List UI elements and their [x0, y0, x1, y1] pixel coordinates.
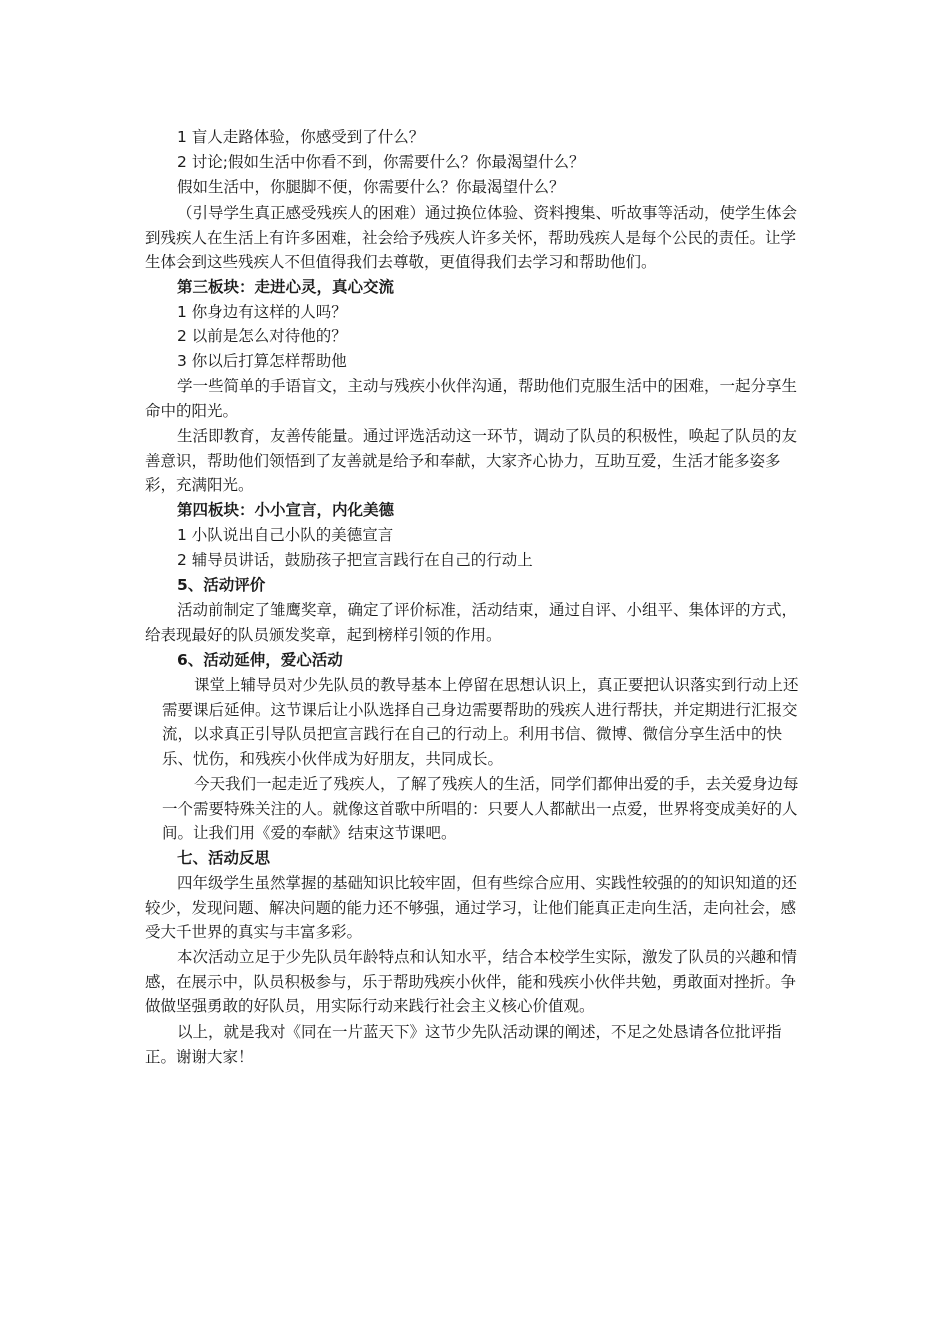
list-item-2: 2 以前是怎么对待他的？ — [177, 327, 347, 345]
paragraph-closing: 以上，就是我对《同在一片蓝天下》这节少先队活动课的阐述，不足之处恳请各位批评指正。谢谢大家！ — [145, 1023, 782, 1066]
section-heading-6: 6、活动延伸，爱心活动 — [177, 651, 343, 669]
text-line-blind-walk: 1 盲人走路体验，你感受到了什么？ — [177, 128, 425, 146]
paragraph-education: 生活即教育，友善传能量。通过评选活动这一环节，调动了队员的积极性，唤起了队员的友善意识，帮助他们领悟到了友善就是给予和奉献，大家齐心协力，互助互爱，生活才能多姿多彩，充满阳光。 — [145, 427, 798, 495]
section-heading-7: 七、活动反思 — [177, 849, 271, 867]
paragraph-sign-language: 学一些简单的手语盲文，主动与残疾小伙伴沟通，帮助他们克服生活中的困难，一起分享生命中的阳光。 — [145, 377, 798, 420]
section-heading-3: 第三板块：走进心灵，真心交流 — [177, 278, 395, 296]
paragraph-reflection-2: 本次活动立足于少先队员年龄特点和认知水平，结合本校学生实际，激发了队员的兴趣和情感，在展示中，队员积极参与，乐于帮助残疾小伙伴，能和残疾小伙伴共勉，勇敢面对挫折。争做做坚强勇敢的好队员，用实际行动来践行社会主义核心价值观。 — [145, 948, 798, 1016]
list-item-counselor: 2 辅导员讲话，鼓励孩子把宣言践行在自己的行动上 — [177, 551, 533, 569]
paragraph-guide: （引导学生真正感受残疾人的困难）通过换位体验、资料搜集、听故事等活动，使学生体会到残疾人在生活上有许多困难，社会给予残疾人许多关怀，帮助残疾人是每个公民的责任。让学生体会到这些残疾人不但值得我们去尊敬，更值得我们去学习和帮助他们。 — [145, 204, 798, 272]
text-line-discussion: 2 讨论;假如生活中你看不到，你需要什么？你最渴望什么？ — [177, 153, 585, 171]
section-heading-4: 第四板块：小小宣言，内化美德 — [177, 501, 395, 519]
list-item-1: 1 你身边有这样的人吗？ — [177, 303, 347, 321]
paragraph-extension: 课堂上辅导员对少先队员的教导基本上停留在思想认识上，真正要把认识落实到行动上还需要课后延伸。这节课后让小队选择自己身边需要帮助的残疾人进行帮扶，并定期进行汇报交流，以求真正引导队员把宣言践行在自己的行动上。利用书信、微博、微信分享生活中的快乐、忧伤，和残疾小伙伴成为好朋友，共同成长。 — [162, 676, 799, 769]
section-heading-5: 5、活动评价 — [177, 576, 266, 594]
list-item-3: 3 你以后打算怎样帮助他 — [177, 352, 347, 370]
paragraph-conclusion: 今天我们一起走近了残疾人，了解了残疾人的生活，同学们都伸出爱的手，去关爱身边每一个需要特殊关注的人。就像这首歌中所唱的：只要人人都献出一点爱，世界将变成美好的人间。让我们用《爱的奉献》结束这节课吧。 — [162, 775, 799, 843]
paragraph-reflection-1: 四年级学生虽然掌握的基础知识比较牢固，但有些综合应用、实践性较强的的知识知道的还较少，发现问题、解决问题的能力还不够强，通过学习，让他们能真正走向生活，走向社会，感受大千世界的真实与丰富多彩。 — [145, 874, 798, 942]
paragraph-evaluation: 活动前制定了雏鹰奖章，确定了评价标准，活动结束，通过自评、小组平、集体评的方式，给表现最好的队员颁发奖章，起到榜样引领的作用。 — [145, 601, 798, 644]
text-line-disabled-legs: 假如生活中，你腿脚不便，你需要什么？你最渴望什么？ — [177, 178, 565, 196]
list-item-declaration: 1 小队说出自己小队的美德宣言 — [177, 526, 394, 544]
